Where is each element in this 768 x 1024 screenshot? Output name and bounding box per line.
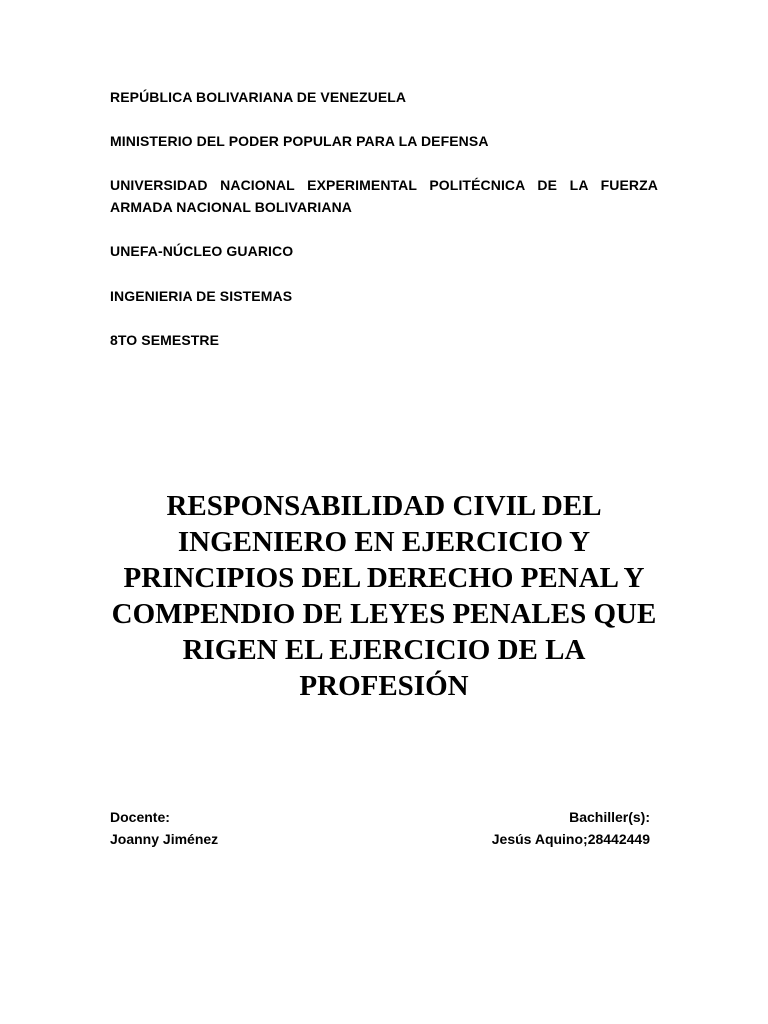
student-name: Jesús Aquino;28442449 [491, 831, 650, 847]
header-campus: UNEFA-NÚCLEO GUARICO [110, 243, 294, 259]
teacher-name: Joanny Jiménez [110, 831, 219, 847]
title-line: PRINCIPIOS DEL DERECHO PENAL Y [123, 562, 645, 594]
title-line: RIGEN EL EJERCICIO DE LA PROFESIÓN [182, 634, 586, 702]
teacher-label: Docente: [110, 809, 170, 825]
title-line: INGENIERO EN EJERCICIO Y [177, 526, 591, 558]
teacher-signature-block [110, 806, 218, 850]
document-title [100, 488, 668, 704]
title-line: COMPENDIO DE LEYES PENALES QUE [111, 598, 657, 630]
header-career: INGENIERIA DE SISTEMAS [110, 288, 293, 304]
student-label: Bachiller(s): [569, 809, 650, 825]
header-semester: 8TO SEMESTRE [110, 332, 220, 348]
header-ministry: MINISTERIO DEL PODER POPULAR PARA LA DEFENSA [110, 133, 489, 149]
student-signature-block [492, 806, 650, 850]
title-line: RESPONSABILIDAD CIVIL DEL [166, 490, 602, 522]
header-country: REPÚBLICA BOLIVARIANA DE VENEZUELA [110, 89, 407, 105]
header-university: UNIVERSIDAD NACIONAL EXPERIMENTAL POLITÉCNICA DE LA FUERZA ARMADA NACIONAL BOLIVARIANA [110, 177, 658, 215]
